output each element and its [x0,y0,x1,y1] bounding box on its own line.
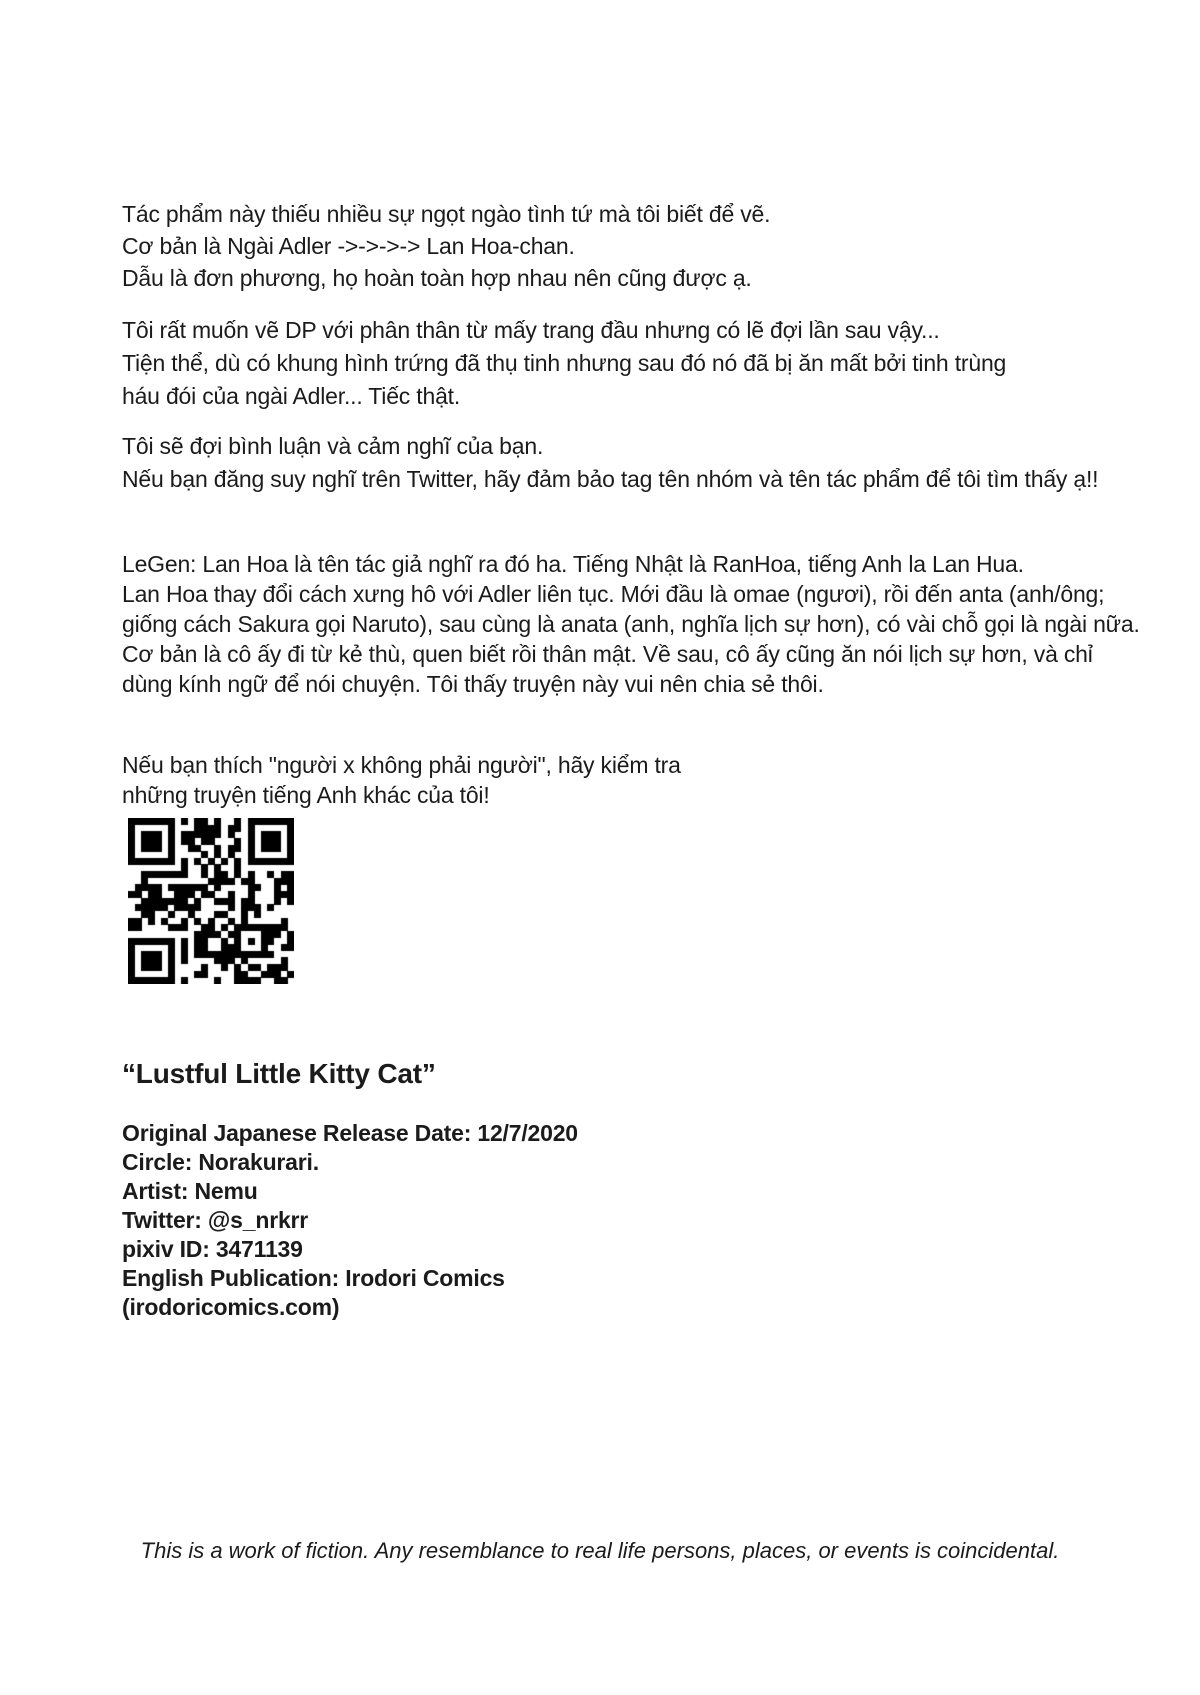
text-line: Tác phẩm này thiếu nhiều sự ngọt ngào tình tứ mà tôi biết để vẽ. [122,201,771,227]
text-line: giống cách Sakura gọi Naruto), sau cùng là anata (anh, nghĩa lịch sự hơn), có vài chỗ gọi là ngài nữa. [122,611,1140,637]
text-line: LeGen: Lan Hoa là tên tác giả nghĩ ra đó ha. Tiếng Nhật là RanHoa, tiếng Anh la Lan Hua. [122,551,1024,577]
credit-pixiv-id: pixiv ID: 3471139 [122,1236,303,1262]
credit-publisher-url: (irodoricomics.com) [122,1294,340,1320]
qr-code [128,818,294,984]
text-line: Tiện thể, dù có khung hình trứng đã thụ tinh nhưng sau đó nó đã bị ăn mất bởi tinh trùng [122,350,1007,376]
credit-twitter: Twitter: @s_nrkrr [122,1207,309,1233]
text-line: dùng kính ngữ để nói chuyện. Tôi thấy truyện này vui nên chia sẻ thôi. [122,671,824,697]
text-line: Nếu bạn thích "người x không phải người", hãy kiểm tra [122,752,681,778]
text-line: Cơ bản là Ngài Adler ->->->-> Lan Hoa-chan. [122,233,575,259]
text-line: Tôi sẽ đợi bình luận và cảm nghĩ của bạn. [122,433,544,459]
text-line: Dẫu là đơn phương, họ hoàn toàn hợp nhau nên cũng được ạ. [122,265,752,291]
work-title: “Lustful Little Kitty Cat” [122,1058,436,1089]
text-line: Nếu bạn đăng suy nghĩ trên Twitter, hãy đảm bảo tag tên nhóm và tên tác phẩm để tôi tìm thấy ạ!! [122,466,1099,492]
text-line: Tôi rất muốn vẽ DP với phân thân từ mấy trang đầu nhưng có lẽ đợi lần sau vậy... [122,317,940,343]
text-line: Cơ bản là cô ấy đi từ kẻ thù, quen biết rồi thân mật. Về sau, cô ấy cũng ăn nói lịch sự hơn, và chỉ [122,641,1093,667]
credits-block [122,1119,578,1322]
afterword-paragraph-2 [122,314,1006,413]
fiction-disclaimer: This is a work of fiction. Any resemblance to real life persons, places, or events is coincidental. [140,1538,1060,1563]
credit-circle: Circle: Norakurari. [122,1149,319,1175]
translator-note-paragraph [122,549,1140,699]
afterword-paragraph-1 [122,198,770,294]
credit-artist: Artist: Nemu [122,1178,258,1204]
afterword-paragraph-3 [122,430,1098,496]
text-line: Lan Hoa thay đổi cách xưng hô với Adler liên tục. Mới đầu là omae (ngươi), rồi đến anta (anh/ông; [122,581,1105,607]
credit-release-date: Original Japanese Release Date: 12/7/2020 [122,1120,578,1146]
credit-publisher: English Publication: Irodori Comics [122,1265,505,1291]
text-line: những truyện tiếng Anh khác của tôi! [122,782,490,808]
qr-promo-paragraph [122,750,681,810]
text-line: háu đói của ngài Adler... Tiếc thật. [122,383,461,409]
